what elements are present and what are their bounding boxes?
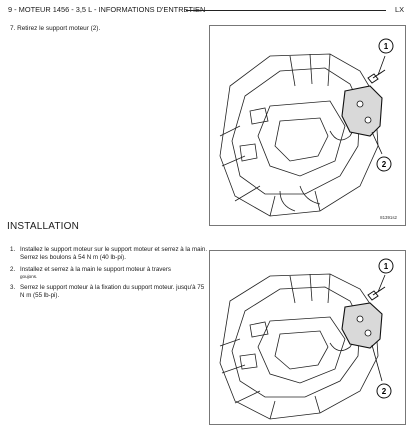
removal-step-7: 7. Retirez le support moteur (2). [10,25,101,32]
svg-text:1: 1 [383,262,389,271]
engine-mount-installation-figure [209,250,406,425]
bolt-part [368,287,385,300]
installation-title: INSTALLATION [7,221,80,232]
svg-text:1: 1 [383,42,389,51]
installation-step-1: 1. Installez le support moteur sur le support moteur et serrez à la main. Serrez les boulons à 54 N m (40 lb-pi). [10,246,208,262]
page-header [8,4,410,18]
bolt-part [368,70,385,83]
installation-step-3: 3. Serrez le support moteur à la fixation du support moteur. jusqu'à 75 N m (55 lb-pi). [10,284,205,300]
header-rule [186,10,386,11]
callout-1 [379,39,393,53]
callout-2 [377,384,391,398]
installation-steps [10,246,210,304]
svg-text:2: 2 [381,387,387,396]
engine-mount-removal-figure [209,25,406,226]
engine-mount-part [342,86,382,136]
engine-illustration [210,251,405,424]
header-code: LX [394,5,404,14]
svg-text:2: 2 [381,160,387,169]
engine-mount-part [342,303,382,348]
figure-code: 81391s2 [380,215,397,220]
header-title: 9 - MOTEUR 1456 - 3,5 L - INFORMATIONS D'ENTRETIEN [8,4,208,16]
engine-illustration [210,26,405,225]
callout-2 [377,157,391,171]
callout-1 [379,259,393,273]
installation-step-2: 2. Installez et serrez à la main le support moteur à travers goujons. [10,265,171,279]
